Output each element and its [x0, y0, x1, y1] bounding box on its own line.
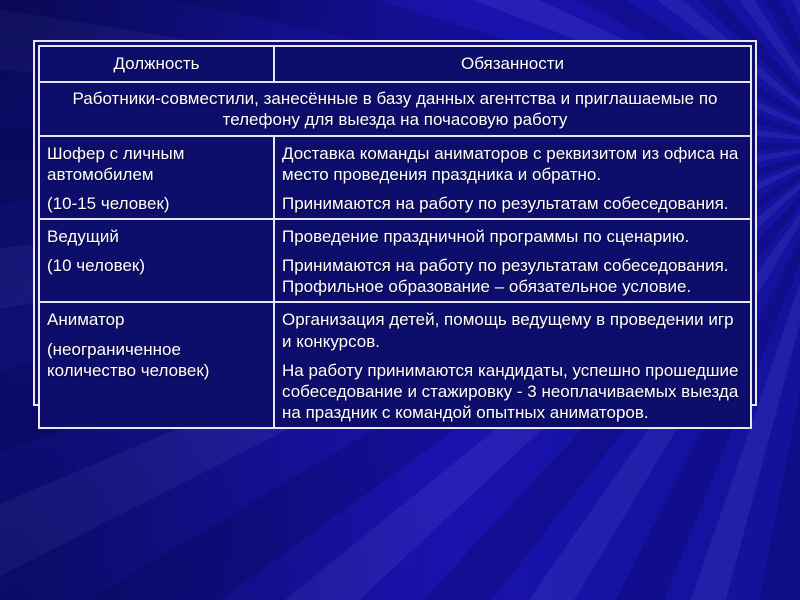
position-cell: [39, 136, 274, 219]
header-cell-position: Должность: [39, 46, 274, 82]
table-row: [39, 219, 751, 302]
table-header-row: [39, 46, 751, 82]
duty-text: Принимаются на работу по результатам собеседования.: [282, 194, 729, 214]
category-cell: Работники-совместили, занесённые в базу данных агентства и приглашаемые по телефону для выезда на почасовую работу: [39, 82, 751, 136]
position-text: Ведущий: [47, 227, 119, 247]
positions-duties-table: [38, 45, 752, 429]
position-cell: [39, 302, 274, 427]
category-row: [39, 82, 751, 136]
position-text: Аниматор: [47, 310, 125, 330]
position-cell: [39, 219, 274, 302]
table-row: [39, 302, 751, 427]
duty-text: Принимаются на работу по результатам собеседования. Профильное образование – обязательное условие.: [282, 256, 729, 297]
positions-table-frame: [33, 40, 757, 422]
duty-text: На работу принимаются кандидаты, успешно прошедшие собеседование и стажировку - 3 неоплачиваемых выезда на праздник с командой опытных аниматоров.: [282, 360, 739, 422]
duty-text: Проведение праздничной программы по сценарию.: [282, 227, 690, 247]
table-row: [39, 136, 751, 219]
duty-text: Организация детей, помощь ведущему в проведении игр и конкурсов.: [282, 310, 734, 351]
position-count-text: (10 человек): [47, 256, 145, 276]
duty-text: Доставка команды аниматоров с реквизитом из офиса на место проведения праздника и обратно.: [282, 144, 739, 185]
duties-cell: [274, 136, 751, 219]
position-count-text: (неограниченное количество человек): [47, 339, 210, 380]
position-text: Шофер с личным автомобилем: [47, 144, 185, 185]
position-count-text: (10-15 человек): [47, 194, 170, 214]
duties-cell: [274, 302, 751, 427]
header-cell-duties: Обязанности: [274, 46, 751, 82]
duties-cell: [274, 219, 751, 302]
